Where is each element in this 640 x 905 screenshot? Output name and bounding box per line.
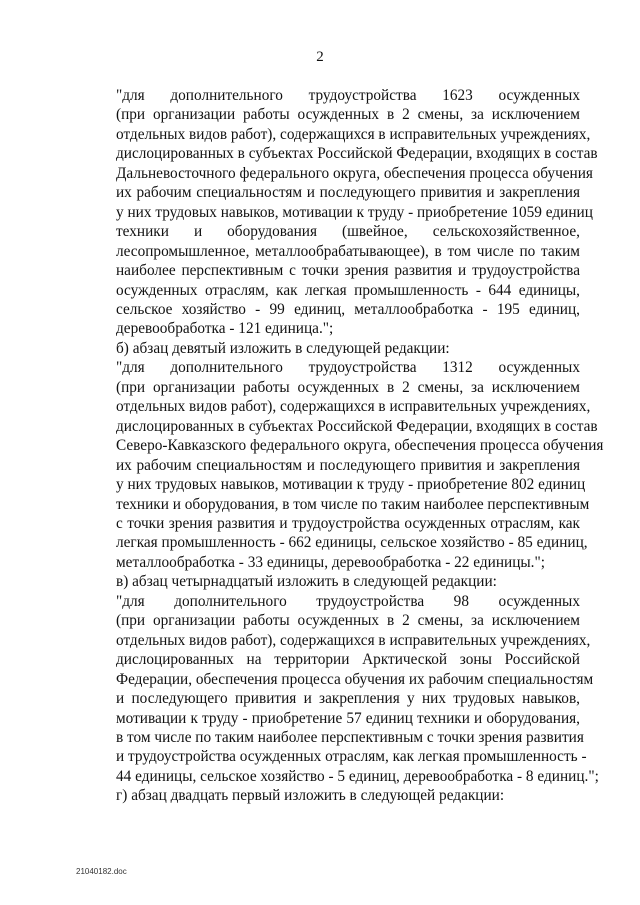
- document-body: [75, 86, 604, 806]
- text-line: и последующего привития и закрепления у них трудовых навыков,: [116, 690, 580, 708]
- text-line: (при организации работы осужденных в 2 смены, за исключением: [116, 378, 580, 396]
- text-line: отдельных видов работ), содержащихся в исправительных учреждениях,: [116, 125, 591, 143]
- text-line: мотивации к труду - приобретение 57 единиц техники и оборудования,: [116, 709, 580, 727]
- text-line: дислоцированных на территории Арктической зоны Российской: [116, 651, 580, 669]
- paragraph-quote-arctic: [75, 592, 599, 787]
- text-line: и трудоустройства осужденных отраслям, как легкая промышленность -: [116, 748, 587, 766]
- text-line: Дальневосточного федерального округа, обеспечения процесса обучения: [116, 164, 593, 182]
- text-line: наиболее перспективным с точки зрения развития и трудоустройства: [116, 262, 580, 280]
- text-line: лесопромышленное, металлообрабатывающее), в том числе по таким: [116, 242, 580, 260]
- text-line: деревообработка - 121 единица.";: [116, 320, 334, 338]
- paragraph-item-v: [75, 572, 580, 591]
- text-line: 44 единицы, сельское хозяйство - 5 единиц, деревообработка - 8 единиц.";: [116, 767, 599, 785]
- footer-filename: 21040182.doc: [76, 867, 127, 876]
- text-line: в) абзац четырнадцатый изложить в следующей редакции:: [116, 573, 497, 591]
- text-line: в том числе по таким наиболее перспективным с точки зрения развития: [116, 728, 584, 746]
- page-number: 2: [316, 49, 324, 65]
- text-line: дислоцированных в субъектах Российской Федерации, входящих в состав: [116, 417, 598, 435]
- text-line: техники и оборудования (швейное, сельскохозяйственное,: [116, 223, 580, 241]
- text-line: "для дополнительного трудоустройства 1312 осужденных: [116, 359, 580, 377]
- paragraph-item-g: [75, 786, 580, 805]
- text-line: (при организации работы осужденных в 2 смены, за исключением: [116, 106, 580, 124]
- text-line: техники и оборудования, в том числе по таким наиболее перспективным: [116, 495, 590, 513]
- text-line: Федерации, обеспечения процесса обучения их рабочим специальностям: [116, 670, 594, 688]
- text-line: осужденных отраслям, как легкая промышленность - 644 единицы,: [116, 281, 580, 299]
- text-line: дислоцированных в субъектах Российской Федерации, входящих в состав: [116, 145, 598, 163]
- text-line: сельское хозяйство - 99 единиц, металлообработка - 195 единиц,: [116, 300, 580, 318]
- text-line: у них трудовых навыков, мотивации к труду - приобретение 802 единиц: [116, 476, 586, 494]
- text-line: их рабочим специальностям и последующего привития и закрепления: [116, 456, 580, 474]
- text-line: с точки зрения развития и трудоустройства осужденных отраслям, как: [116, 514, 580, 532]
- text-line: металлообработка - 33 единицы, деревообработка - 22 единицы.";: [116, 553, 545, 571]
- text-line: "для дополнительного трудоустройства 98 осужденных: [116, 592, 580, 610]
- text-line: г) абзац двадцать первый изложить в следующей редакции:: [116, 787, 505, 805]
- paragraph-item-b: [75, 339, 580, 358]
- text-line: (при организации работы осужденных в 2 смены, за исключением: [116, 612, 580, 630]
- text-line: б) абзац девятый изложить в следующей редакции:: [116, 339, 450, 357]
- paragraph-quote-far-east: [75, 86, 598, 339]
- text-line: их рабочим специальностям и последующего привития и закрепления: [116, 184, 580, 202]
- text-line: легкая промышленность - 662 единицы, сельское хозяйство - 85 единиц,: [116, 534, 588, 552]
- text-line: отдельных видов работ), содержащихся в исправительных учреждениях,: [116, 631, 591, 649]
- text-line: Северо-Кавказского федерального округа, обеспечения процесса обучения: [116, 437, 604, 455]
- text-line: "для дополнительного трудоустройства 1623 осужденных: [116, 87, 580, 104]
- text-line: отдельных видов работ), содержащихся в исправительных учреждениях,: [116, 398, 591, 416]
- text-line: у них трудовых навыков, мотивации к труду - приобретение 1059 единиц: [116, 203, 593, 221]
- paragraph-quote-north-caucasus: [75, 358, 604, 572]
